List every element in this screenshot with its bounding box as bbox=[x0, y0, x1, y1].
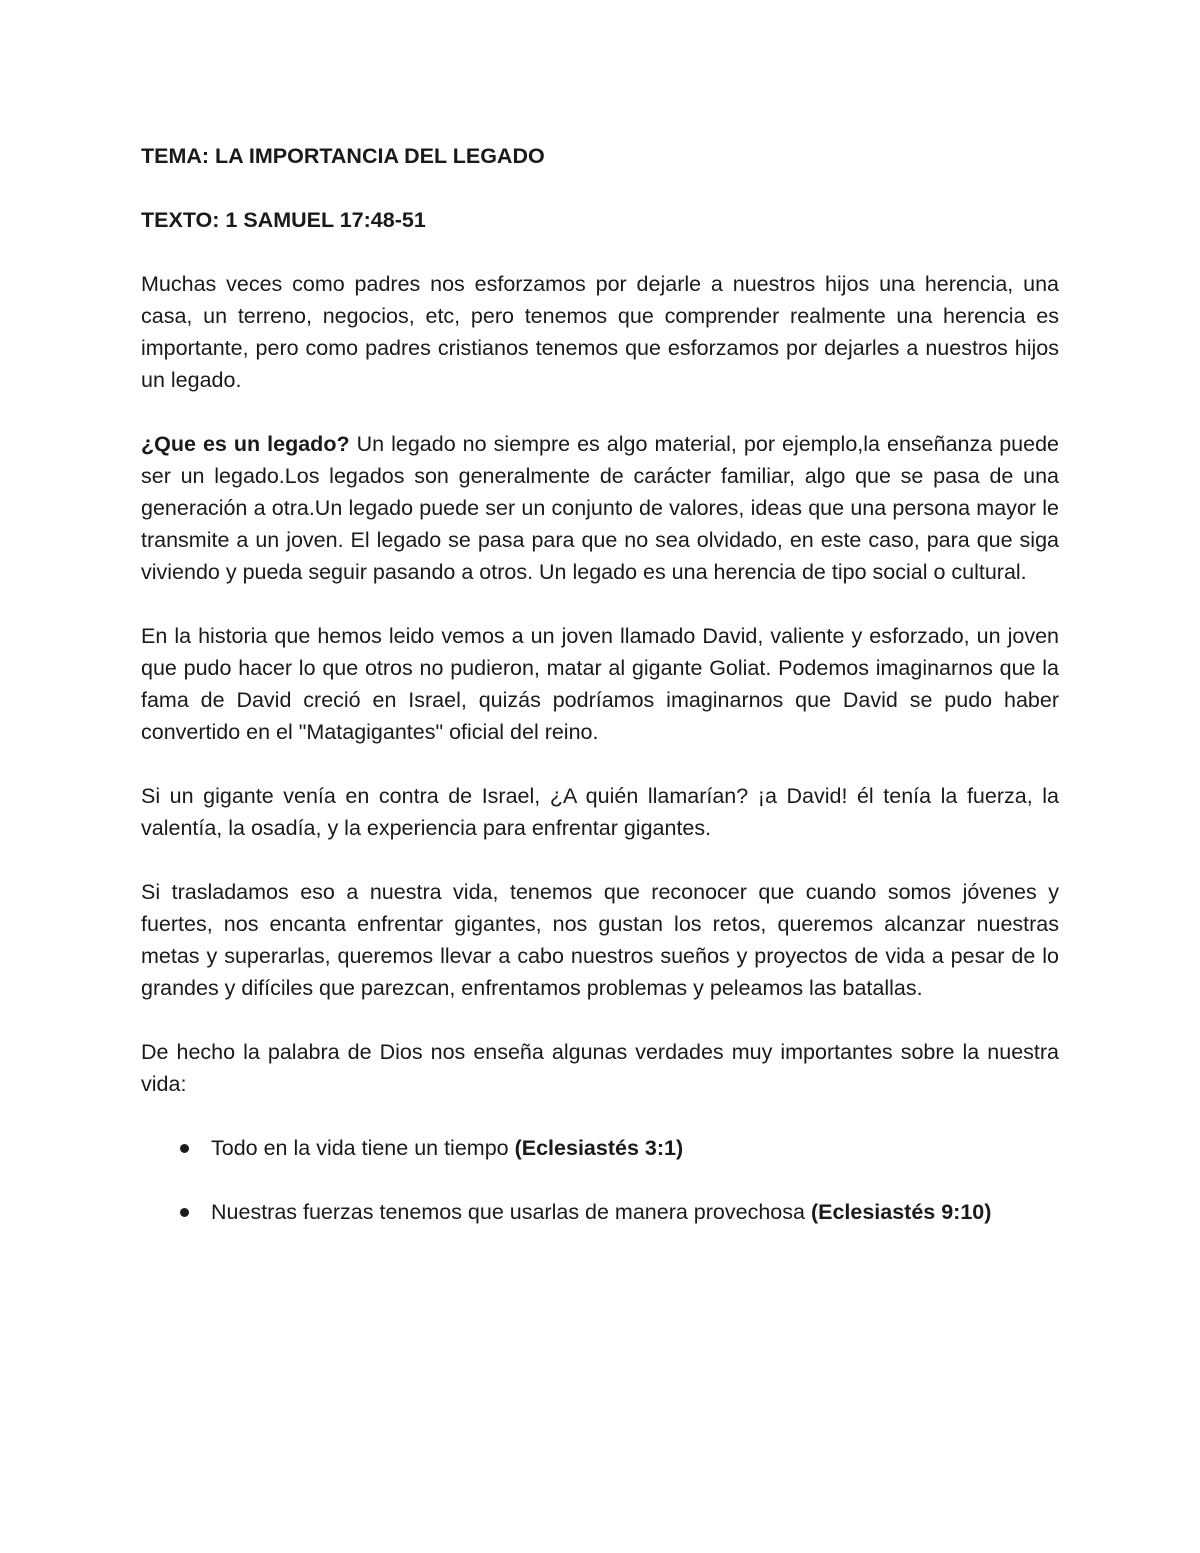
paragraph-our-life: Si trasladamos eso a nuestra vida, tenemos que reconocer que cuando somos jóvenes y fuertes, nos encanta enfrentar gigantes, nos gustan los retos, queremos alcanzar nuestras metas y superarlas, queremos llevar a cabo nuestros sueños y proyectos de vida a pesar de lo grandes y difíciles que parezcan, enfrentamos problemas y peleamos las batallas. bbox=[141, 880, 1059, 1000]
list-item-text: Nuestras fuerzas tenemos que usarlas de manera provechosa bbox=[211, 1200, 811, 1224]
bullet-icon bbox=[180, 1144, 189, 1153]
paragraph-giant: Si un gigante venía en contra de Israel, ¿A quién llamarían? ¡a David! él tenía la fuerza, la valentía, la osadía, y la experiencia para enfrentar gigantes. bbox=[141, 784, 1059, 840]
definition-text: Un legado no siempre es algo material, por ejemplo,la enseñanza puede ser un legado.Los legados son generalmente de carácter familiar, algo que se pasa de una generación a otra.Un legado puede ser un conjunto de valores, ideas que una persona mayor le transmite a un joven. El legado se pasa para que no sea olvidado, en este caso, para que siga viviendo y pueda seguir pasando a otros. Un legado es una herencia de tipo social o cultural. bbox=[141, 432, 1060, 584]
paragraph-david-story: En la historia que hemos leido vemos a un joven llamado David, valiente y esforzado, un joven que pudo hacer lo que otros no pudieron, matar al gigante Goliat. Podemos imaginarnos que la fama de David creció en Israel, quizás podríamos imaginarnos que David se pudo haber convertido en el "Matagigantes" oficial del reino. bbox=[141, 624, 1059, 744]
list-item-text: Todo en la vida tiene un tiempo bbox=[211, 1136, 515, 1160]
list-item-reference: (Eclesiastés 9:10) bbox=[810, 1200, 992, 1224]
bullet-icon bbox=[180, 1208, 189, 1217]
scripture-heading: TEXTO: 1 SAMUEL 17:48-51 bbox=[141, 208, 426, 232]
theme-heading: TEMA: LA IMPORTANCIA DEL LEGADO bbox=[141, 144, 545, 168]
list-item bbox=[141, 1132, 1059, 1164]
paragraph-definition bbox=[141, 428, 1059, 588]
paragraph-word-of-god: De hecho la palabra de Dios nos enseña algunas verdades muy importantes sobre la nuestra vida: bbox=[141, 1040, 1059, 1096]
list-item bbox=[141, 1196, 1059, 1228]
document-page bbox=[141, 140, 1059, 1260]
definition-question: ¿Que es un legado? bbox=[141, 432, 350, 456]
truths-list bbox=[141, 1132, 1059, 1228]
list-item-reference: (Eclesiastés 3:1) bbox=[514, 1136, 684, 1160]
paragraph-intro: Muchas veces como padres nos esforzamos por dejarle a nuestros hijos una herencia, una casa, un terreno, negocios, etc, pero tenemos que comprender realmente una herencia es importante, pero como padres cristianos tenemos que esforzamos por dejarles a nuestros hijos un legado. bbox=[141, 272, 1059, 392]
